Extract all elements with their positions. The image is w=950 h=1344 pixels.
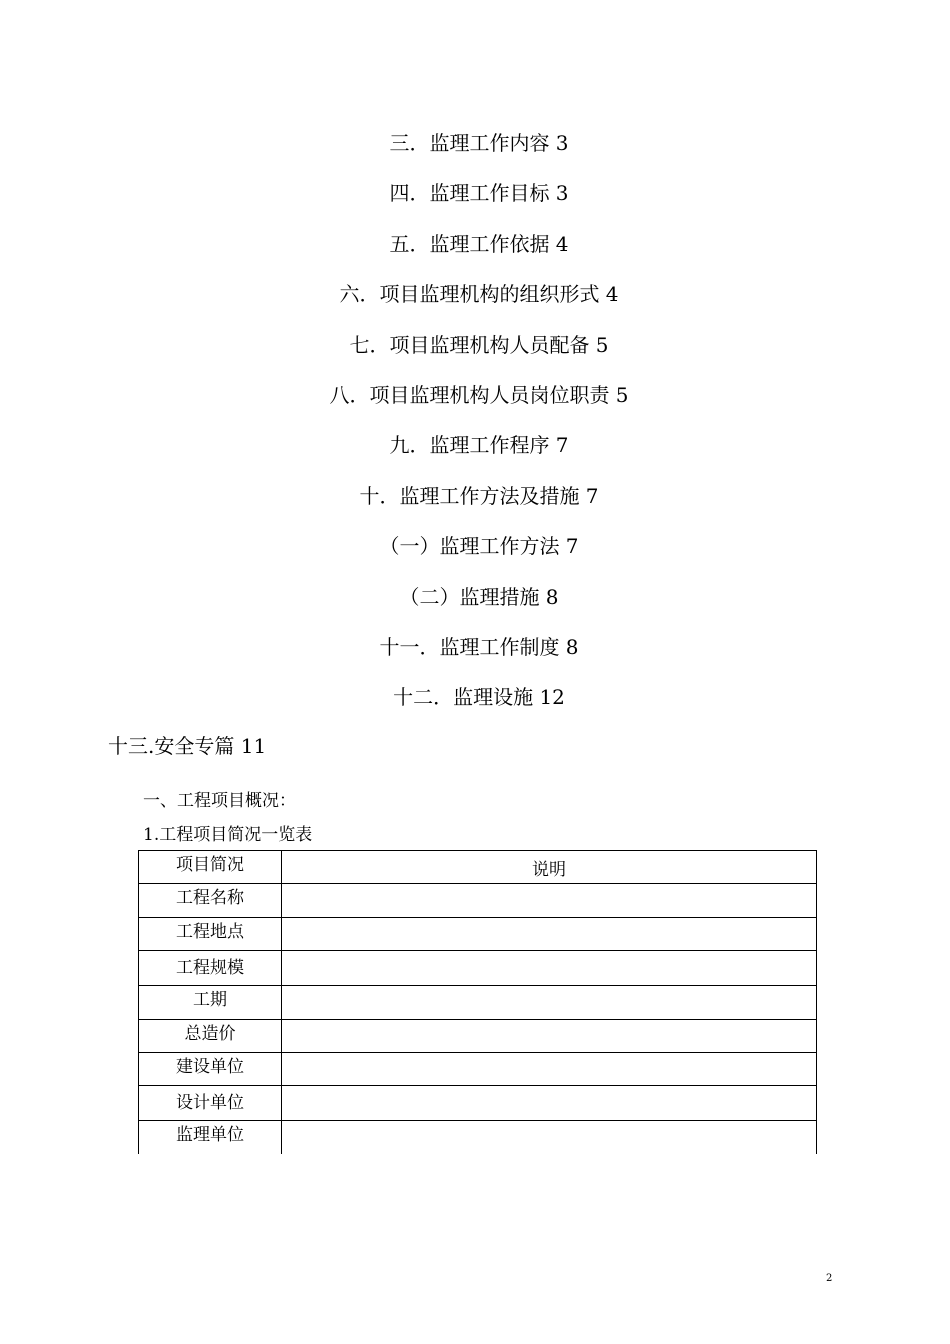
toc-entry-safety[interactable]: 十三.安全专篇 11 [108, 734, 267, 758]
toc-entry[interactable]: 五．监理工作依据 4 [389, 231, 569, 256]
header-cell-project: 项目简况 [139, 851, 282, 884]
toc-entry[interactable]: 四．监理工作目标 3 [389, 181, 569, 206]
table-row [139, 1052, 817, 1085]
toc-entry[interactable]: 八．项目监理机构人员岗位职责 5 [329, 382, 629, 407]
row-label: 监理单位 [139, 1121, 282, 1154]
row-label: 工程名称 [139, 884, 282, 917]
row-label: 工程规模 [139, 951, 282, 986]
row-value-cell[interactable] [282, 884, 817, 917]
table-row [139, 917, 817, 950]
toc-entry[interactable]: （一）监理工作方法 7 [379, 534, 579, 559]
row-label: 设计单位 [139, 1086, 282, 1121]
row-value-cell[interactable] [282, 1052, 817, 1085]
table-row [139, 1086, 817, 1121]
row-value-cell[interactable] [282, 917, 817, 950]
toc-entry[interactable]: 七．项目监理机构人员配备 5 [349, 332, 609, 357]
toc-entry[interactable]: （二）监理措施 8 [399, 584, 559, 609]
toc-entry[interactable]: 十一．监理工作制度 8 [379, 634, 579, 659]
toc-entry[interactable]: 九．监理工作程序 7 [389, 433, 569, 458]
row-label: 工程地点 [139, 917, 282, 950]
toc-entry[interactable]: 三．监理工作内容 3 [389, 131, 569, 155]
header-cell-description: 说明 [282, 851, 817, 884]
row-value-cell[interactable] [282, 1019, 817, 1052]
table-row [139, 1121, 817, 1154]
row-label: 总造价 [139, 1019, 282, 1052]
row-label: 工期 [139, 986, 282, 1019]
row-value-cell[interactable] [282, 1121, 817, 1154]
row-value-cell[interactable] [282, 1086, 817, 1121]
page-number: 2 [826, 1273, 833, 1284]
project-overview-table [138, 850, 817, 1154]
toc-entry[interactable]: 十．监理工作方法及措施 7 [359, 483, 599, 508]
table-row [139, 884, 817, 917]
table-header-row [139, 851, 817, 884]
table-caption: 1.工程项目简况一览表 [143, 825, 313, 845]
toc-entry[interactable]: 六．项目监理机构的组织形式 4 [339, 282, 619, 307]
row-label: 建设单位 [139, 1052, 282, 1085]
toc-entry[interactable]: 十二．监理设施 12 [393, 685, 565, 710]
table-of-contents [0, 118, 950, 723]
table-row [139, 951, 817, 986]
table-row [139, 986, 817, 1019]
section-heading: 一、工程项目概况： [143, 791, 296, 811]
row-value-cell[interactable] [282, 951, 817, 986]
row-value-cell[interactable] [282, 986, 817, 1019]
table-row [139, 1019, 817, 1052]
